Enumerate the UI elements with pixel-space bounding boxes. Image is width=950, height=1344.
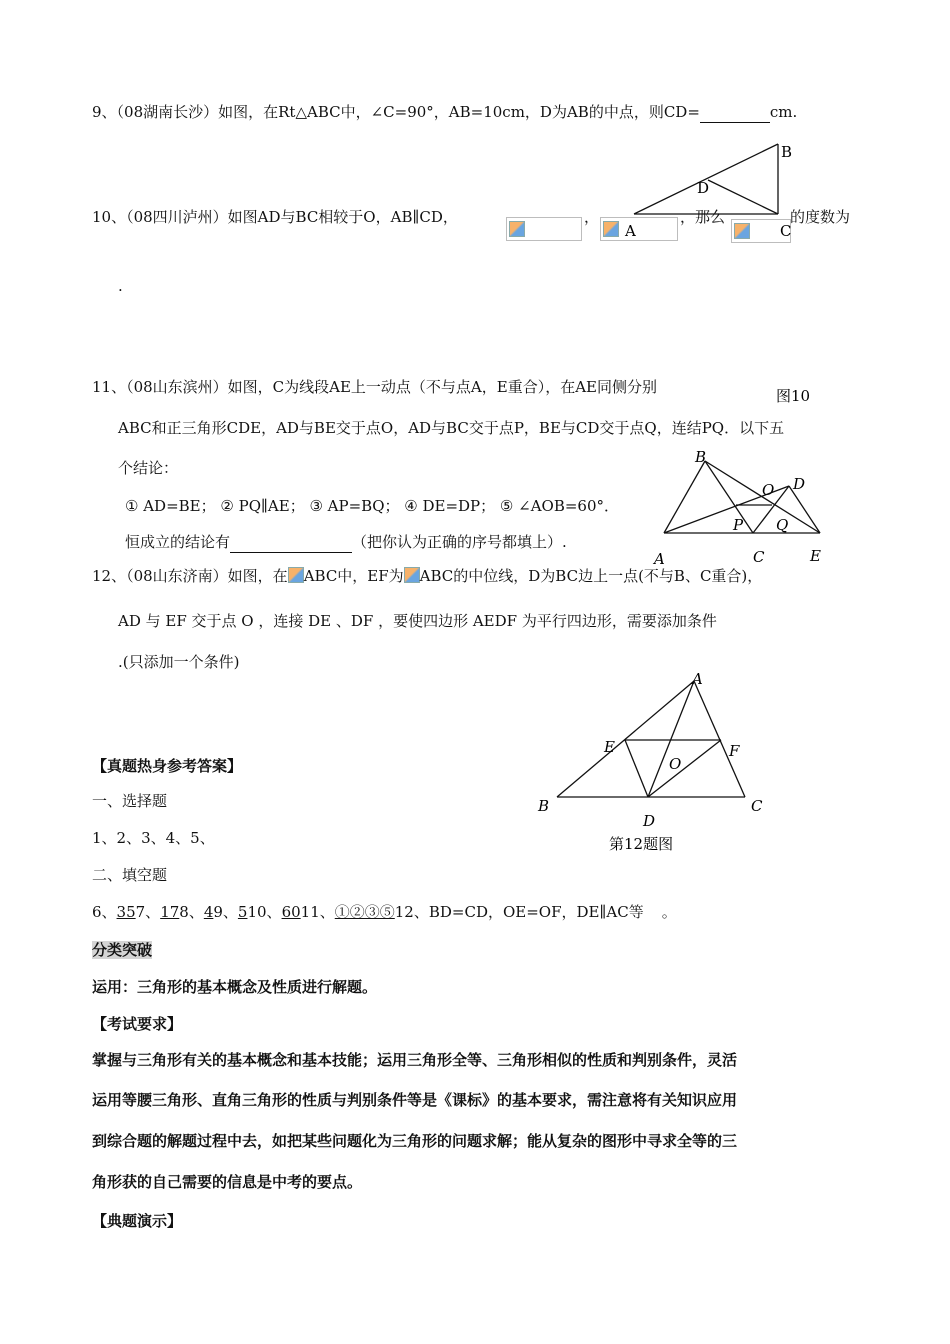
fig10-label-C: C	[780, 222, 792, 240]
answer-7-label: 7、	[135, 903, 161, 921]
fig12-label-B: B	[538, 797, 550, 815]
answer-12: 12、BD=CD，OE=OF，DE∥AC等	[394, 903, 644, 921]
fig12-label-F: F	[729, 742, 740, 760]
fig10-label-D: D	[697, 179, 710, 197]
q12-line1	[92, 566, 762, 586]
q11-answer-blank[interactable]	[230, 532, 352, 553]
fig11-label-E: E	[810, 547, 821, 565]
q12-text-b: ABC中，EF为	[303, 567, 404, 585]
q12-text-c: ABC的中位线，D为BC边上一点(不与B、C重合)，	[419, 567, 763, 585]
q11-line5-b: （把你认为正确的序号都填上）.	[352, 533, 567, 551]
q11-line1: 11、（08山东滨州）如图，C为线段AE上一动点（不与点A，E重合），在AE同侧分别	[92, 378, 658, 396]
q12-line3: .(只添加一个条件)	[118, 653, 240, 671]
section-use: 运用：三角形的基本概念及性质进行解题。	[92, 978, 378, 996]
q10-comma: ，	[584, 208, 600, 226]
fig11-label-A: A	[654, 550, 665, 568]
fig12-label-C: C	[751, 797, 763, 815]
fig11-label-P: P	[733, 516, 744, 534]
answer-9-value: 5	[237, 903, 248, 921]
requirements-line-3: 到综合题的解题过程中去，如把某些问题化为三角形的问题求解；能从复杂的图形中寻求全等的三	[92, 1132, 738, 1150]
q10-text-then: ，那么	[680, 208, 726, 226]
answer-8-label: 8、	[179, 903, 204, 921]
broken-image-2	[600, 217, 678, 241]
fig12-label-E: E	[604, 738, 615, 756]
triangle-symbol-icon	[404, 567, 420, 583]
answer-6-label: 6、	[92, 903, 117, 921]
fig10-caption: 图10	[776, 387, 811, 405]
q11-line3: 个结论：	[118, 459, 179, 477]
fig10-label-B: B	[781, 143, 793, 161]
answers-section-choice: 一、选择题	[92, 792, 168, 810]
answers-fill-line	[92, 902, 677, 922]
q10-period: .	[118, 277, 123, 295]
requirements-line-1: 掌握与三角形有关的基本概念和基本技能；运用三角形全等、三角形相似的性质和判别条件，灵活	[92, 1051, 738, 1069]
fig11-label-C: C	[753, 548, 765, 566]
q11-line5	[125, 532, 567, 553]
q9-line	[92, 102, 797, 123]
q11-line4: ① AD=BE； ② PQ∥AE； ③ AP=BQ； ④ DE=DP； ⑤ ∠AOB=60°．	[125, 497, 620, 515]
q9-text: 9、（08湖南长沙）如图，在Rt△ABC中，∠C=90°，AB=10cm，D为AB的中点，则CD=	[92, 103, 700, 121]
demo-heading: 【典题演示】	[92, 1212, 183, 1230]
requirements-line-2: 运用等腰三角形、直角三角形的性质与判别条件等是《课标》的基本要求，需注意将有关知识应用	[92, 1091, 738, 1109]
fig12-label-A: A	[692, 670, 703, 688]
section-title	[92, 940, 152, 960]
triangle-symbol-icon	[288, 567, 304, 583]
answer-11-label: 11、	[300, 903, 335, 921]
requirements-heading: 【考试要求】	[92, 1015, 183, 1033]
answer-7-value: 17	[160, 903, 180, 921]
q10-text-degree: 的度数为	[790, 208, 851, 226]
fig11-label-Q: Q	[776, 516, 789, 534]
fig12-caption: 第12题图	[609, 835, 674, 853]
image-placeholder-icon	[509, 221, 525, 237]
image-placeholder-icon	[734, 223, 750, 239]
answer-6-value: 35	[116, 903, 136, 921]
fig11-label-D: D	[793, 475, 806, 493]
answer-11-value: ①②③⑤	[334, 903, 395, 921]
q10-text: 10、（08四川泸州）如图AD与BC相较于O，AB∥CD，	[92, 208, 458, 226]
broken-image-3	[731, 219, 791, 243]
requirements-line-4: 角形获的自己需要的信息是中考的要点。	[92, 1173, 363, 1191]
q11-line5-a: 恒成立的结论有	[125, 533, 231, 551]
answers-end: 。	[661, 903, 677, 921]
answers-section-fill: 二、填空题	[92, 866, 168, 884]
fig12-label-O: O	[669, 755, 682, 773]
section-title-text: 分类突破	[92, 941, 153, 959]
fig12-label-D: D	[643, 812, 656, 830]
answer-10-value: 60	[281, 903, 301, 921]
q9-answer-blank[interactable]	[700, 102, 770, 123]
answer-9-label: 9、	[213, 903, 238, 921]
q12-text-a: 12、（08山东济南）如图，在	[92, 567, 288, 585]
q11-line2: ABC和正三角形CDE，AD与BE交于点O，AD与BC交于点P，BE与CD交于点Q，连结PQ．以下五	[118, 419, 785, 437]
q9-suffix: cm.	[769, 103, 798, 121]
image-placeholder-icon	[603, 221, 619, 237]
fig10-label-A: A	[625, 222, 636, 240]
answers-heading: 【真题热身参考答案】	[92, 757, 243, 775]
fig11-label-O: O	[762, 481, 775, 499]
answer-10-label: 10、	[247, 903, 282, 921]
answers-choice-items: 1、2、3、4、5、	[92, 829, 215, 847]
answer-8-value: 4	[203, 903, 214, 921]
fig11-label-B: B	[695, 448, 707, 466]
q12-line2: AD 与 EF 交于点 O ，连接 DE 、DF ，要使四边形 AEDF 为平行四边形，需要添加条件	[118, 612, 717, 630]
broken-image-1	[506, 217, 582, 241]
